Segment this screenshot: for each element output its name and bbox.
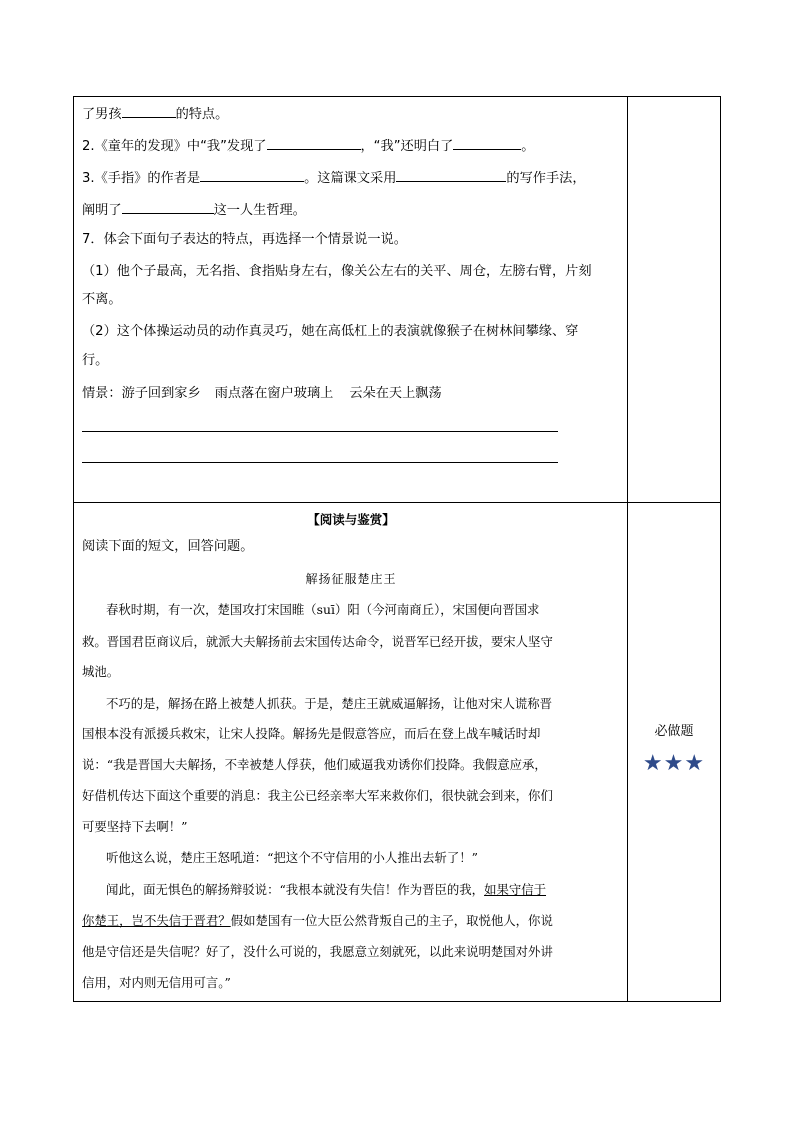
answer-blank[interactable] [122,199,214,214]
passage-line: 说：“我是晋国大夫解扬，不幸被楚人俘获，他们威逼我劝诱你们投降。我假意应承， [82,757,547,772]
answer-blank[interactable] [396,167,506,182]
sentence-2-line-a: （2）这个体操运动员的动作真灵巧，她在高低杠上的表演就像猴子在树林间攀缘、穿 [82,324,579,339]
answer-line-2[interactable] [82,462,558,463]
exercise-content-cell [74,97,628,502]
passage-line: 闻此，面无惧色的解扬辩驳说：“我根本就没有失信！作为晋臣的我，如果守信于 [106,882,547,897]
reading-row [74,503,720,1001]
passage-line: 不巧的是，解扬在路上被楚人抓获。于是，楚庄王就威逼解扬，让他对宋人谎称晋 [106,696,553,711]
answer-blank[interactable] [200,167,304,182]
answer-line-1[interactable] [82,431,558,432]
passage-title: 解扬征服楚庄王 [305,572,397,586]
passage-line: 城池。 [82,664,120,679]
question-7: 7．体会下面句子表达的特点，再选择一个情景说一说。 [82,232,407,247]
scene-options: 情景：游子回到家乡 雨点落在窗户玻璃上 云朵在天上飘荡 [82,386,442,401]
sentence-2-line-b: 行。 [82,353,109,368]
sentence-1-line-b: 不离。 [82,292,122,307]
reading-side-cell [628,503,720,1001]
passage-line: 你楚王，岂不失信于晋君？假如楚国有一位大臣公然背叛自己的主子，取悦他人，你说 [82,913,553,928]
passage-line: 春秋时期，有一次，楚国攻打宋国睢（suī）阳（今河南商丘），宋国便向晋国求 [106,602,540,617]
required-label: 必做题 [654,724,694,739]
passage-line: 救。晋国君臣商议后，就派大夫解扬前去宋国传达命令，说晋军已经开拔，要宋人坚守 [82,634,553,649]
fill-blank-line-1: 了男孩 的特点。 [82,103,228,124]
answer-blank[interactable] [453,135,521,150]
underlined-phrase: 如果守信于 [484,882,547,897]
passage-line: 可要坚持下去啊！” [82,819,188,834]
passage-line: 好借机传达下面这个重要的消息：我主公已经亲率大军来救你们，很快就会到来，你们 [82,788,553,803]
fill-blank-line-2: 2.《童年的发现》中“我”发现了 ，“我”还明白了 。 [82,135,534,156]
sentence-1-line-a: （1）他个子最高，无名指、食指贴身左右，像关公左右的关平、周仓，左膀右臂，片刻 [82,264,592,279]
exercise-side-cell [628,97,720,502]
underlined-phrase: 你楚王，岂不失信于晋君？ [82,913,231,928]
passage-line: 听他这么说，楚庄王怒吼道：“把这个不守信用的小人推出去斩了！” [106,850,478,865]
fill-blank-line-4: 阐明了 这一人生哲理。 [82,199,306,220]
passage-line: 国根本没有派援兵救宋，让宋人投降。解扬先是假意答应，而后在登上战车喊话时却 [82,726,541,741]
answer-blank[interactable] [267,135,361,150]
passage-line: 信用，对内则无信用可言。” [82,975,231,990]
worksheet-table [73,96,721,1002]
section-title: 【阅读与鉴赏】 [307,512,395,527]
answer-blank[interactable] [122,103,176,118]
reading-content-cell [74,503,628,1001]
exercise-row [74,97,720,503]
reading-instruction: 阅读下面的短文，回答问题。 [82,539,254,554]
fill-blank-line-3: 3.《手指》的作者是 。这篇课文采用 的写作手法， [82,167,586,188]
passage-line: 他是守信还是失信呢？好了，没什么可说的，我愿意立刻就死，以此来说明楚国对外讲 [82,944,553,959]
difficulty-stars-icon: ★★★ [642,751,706,776]
